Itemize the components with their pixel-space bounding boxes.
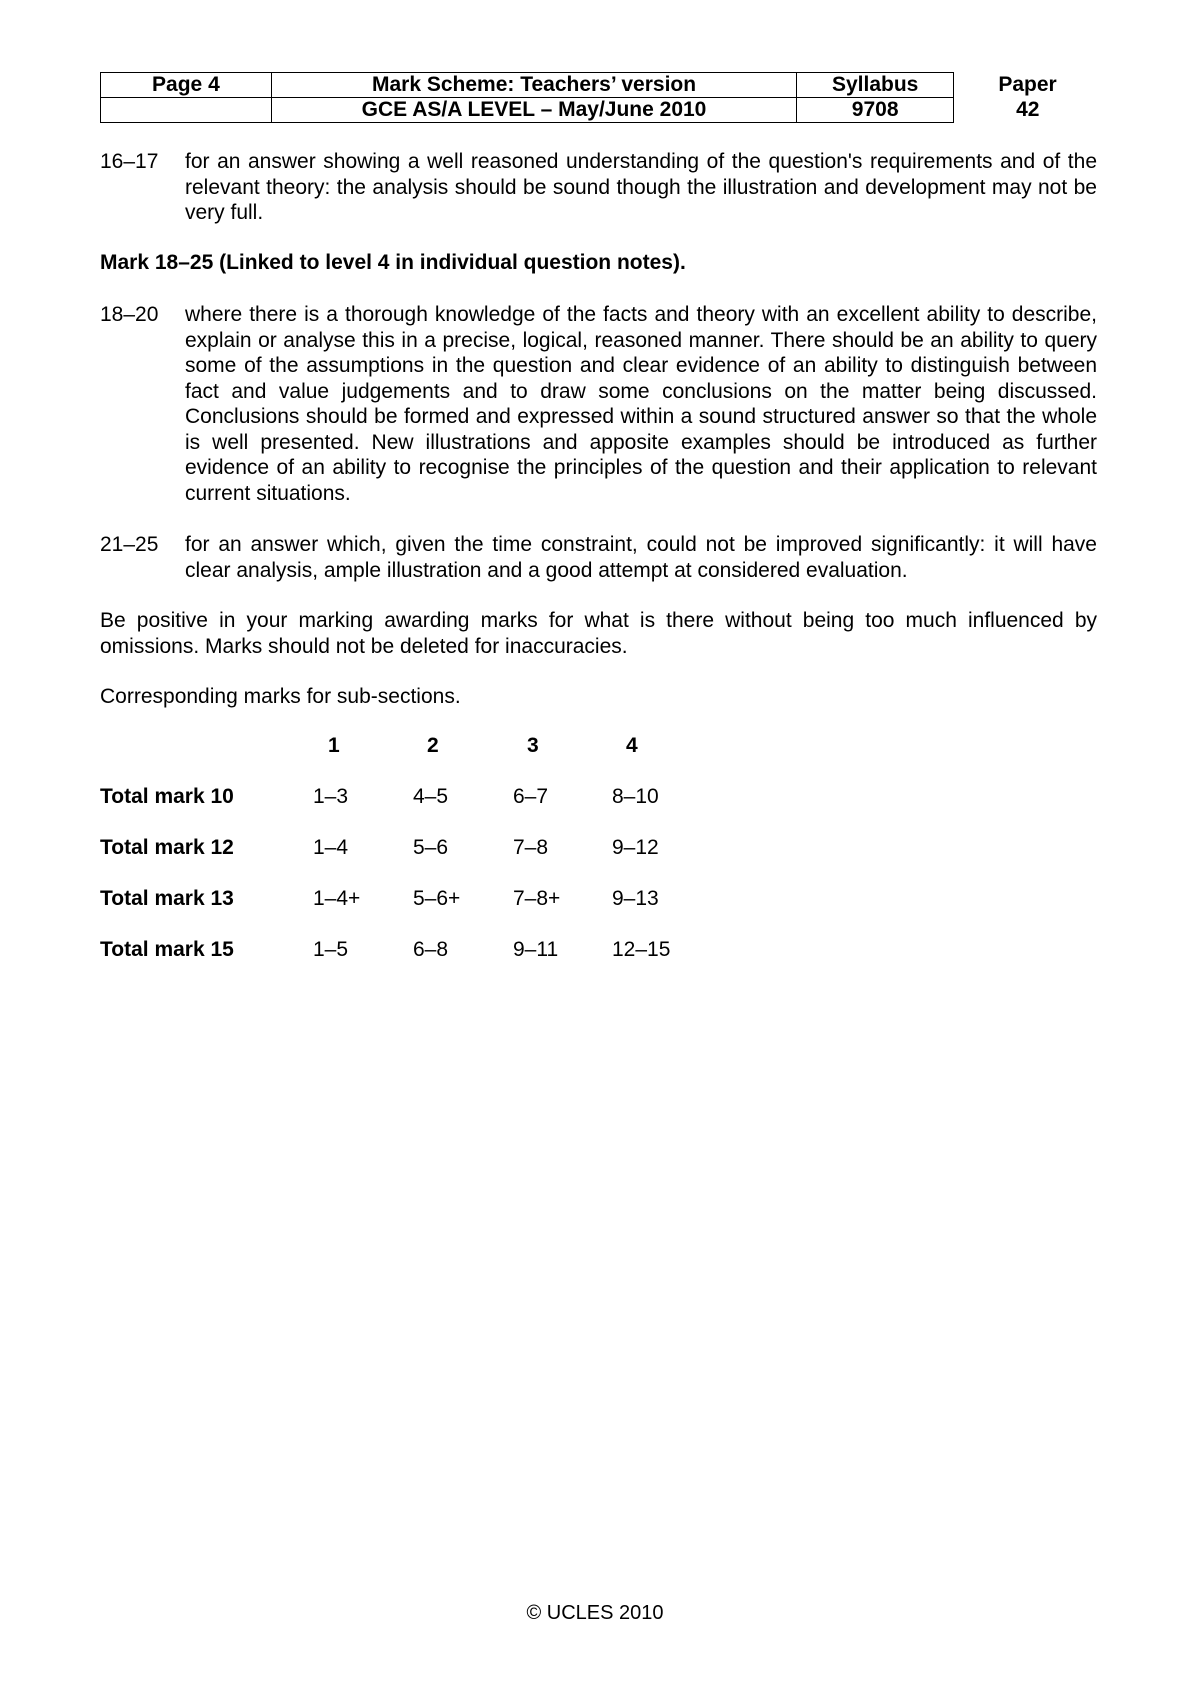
header-title: Mark Scheme: Teachers’ version: [271, 73, 796, 98]
marks-table-header-row: [100, 733, 716, 784]
marks-table-corner: [100, 733, 313, 784]
header-page-number: Page 4: [101, 73, 272, 98]
positive-marking-note: Be positive in your marking awarding marks for what is there without being too much influenced by omissions. Marks should not be deleted for inaccuracies.: [100, 609, 1097, 658]
mark-cell: 1–4+: [313, 887, 361, 910]
header-syllabus-label: Syllabus: [797, 73, 954, 98]
marks-column-header: 1: [328, 734, 340, 757]
mark-cell: 9–11: [513, 938, 559, 961]
corresponding-marks-note: Corresponding marks for sub-sections.: [100, 685, 461, 708]
header-exam: GCE AS/A LEVEL – May/June 2010: [271, 98, 796, 123]
row-label: Total mark 15: [100, 938, 234, 961]
marks-column-header: 2: [427, 734, 439, 757]
band-18-20-range: 18–20: [100, 303, 159, 326]
mark-cell: 8–10: [612, 785, 659, 808]
row-label: Total mark 13: [100, 887, 234, 910]
copyright-footer: © UCLES 2010: [526, 1602, 664, 1624]
mark-cell: 9–12: [612, 836, 659, 859]
row-label: Total mark 10: [100, 785, 234, 808]
mark-cell: 1–4: [313, 836, 349, 859]
band-21-25-text: for an answer which, given the time constraint, could not be improved significantly: it will have clear analysis, ample illustration and a good attempt at considered evaluation.: [185, 533, 1097, 582]
mark-cell: 1–3: [313, 785, 349, 808]
mark-cell: 5–6: [413, 836, 449, 859]
table-row: [100, 835, 716, 886]
band-16-17-text: for an answer showing a well reasoned understanding of the question's requirements and of the relevant theory: the analysis should be sound though the illustration and development may not be very full.: [185, 150, 1097, 224]
table-row: [100, 784, 716, 835]
mark-cell: 9–13: [612, 887, 659, 910]
marks-column-header: 4: [626, 734, 638, 757]
mark-cell: 7–8+: [513, 887, 561, 910]
mark-cell: 6–7: [513, 785, 549, 808]
mark-cell: 6–8: [413, 938, 449, 961]
sub-section-marks-table: [100, 733, 716, 988]
band-21-25-range: 21–25: [100, 533, 159, 556]
header-syllabus-value: 9708: [797, 98, 954, 123]
header-paper-label: Paper: [998, 73, 1057, 96]
band-18-20-text: where there is a thorough knowledge of the facts and theory with an excellent ability to describe, explain or analyse this in a precise, logical, reasoned manner. There should be an ability to query some of the assumptions in the question and clear evidence of an ability to distinguish between fact and value judgements and to draw some conclusions on the matter being discussed. Conclusions should be formed and expressed within a sound structured answer so that the whole is well presented. New illustrations and apposite examples should be introduced as further evidence of an ability to recognise the principles of the question and their application to relevant current situations.: [185, 303, 1097, 505]
table-row: [100, 886, 716, 937]
page-header-table: [100, 72, 1102, 123]
mark-heading: Mark 18–25 (Linked to level 4 in individual question notes).: [100, 251, 686, 274]
mark-cell: 12–15: [612, 938, 671, 961]
table-row: [100, 937, 716, 988]
mark-cell: 4–5: [413, 785, 449, 808]
marks-column-header: 3: [527, 734, 539, 757]
header-paper-value: 42: [1016, 98, 1040, 121]
mark-cell: 5–6+: [413, 887, 461, 910]
mark-cell: 1–5: [313, 938, 349, 961]
mark-cell: 7–8: [513, 836, 549, 859]
band-16-17-range: 16–17: [100, 150, 159, 173]
header-empty-cell: [101, 98, 272, 123]
row-label: Total mark 12: [100, 836, 234, 859]
